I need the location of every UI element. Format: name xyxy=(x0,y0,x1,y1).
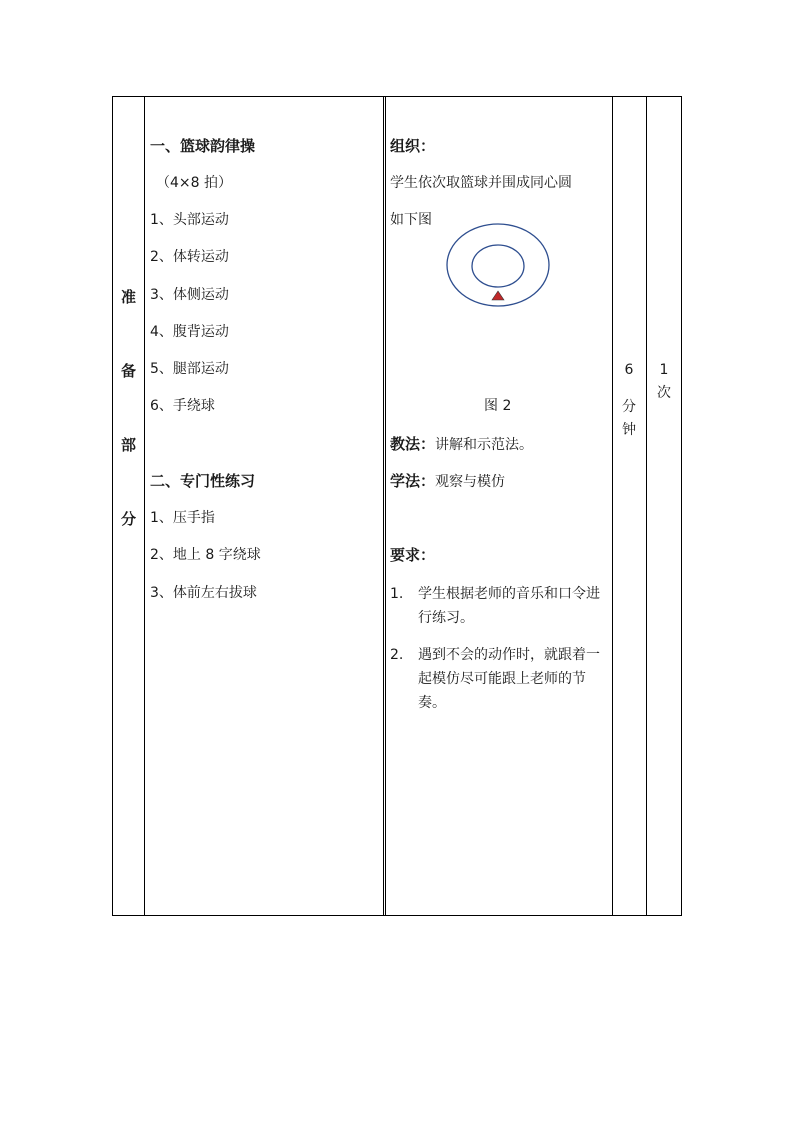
time-char: 钟 xyxy=(622,422,636,438)
list-item: 1、头部运动 xyxy=(150,212,229,228)
time-char: 分 xyxy=(622,399,636,415)
org-label: 组织： xyxy=(390,137,436,155)
list-item: 5、腿部运动 xyxy=(150,361,229,377)
requirement-text: 遇到不会的动作时，就跟着一起模仿尽可能跟上老师的节奏。 xyxy=(418,647,600,711)
list-item: 1、压手指 xyxy=(150,510,215,526)
org-text-2: 如下图 xyxy=(390,212,432,228)
section-char: 备 xyxy=(120,362,136,380)
heading-special-practice: 二、专门性练习 xyxy=(150,472,256,490)
list-item: 6、手绕球 xyxy=(150,398,215,414)
concentric-circles-diagram xyxy=(445,222,551,308)
list-item: 2、体转运动 xyxy=(150,249,229,265)
section-char: 分 xyxy=(120,510,136,528)
teacher-triangle-marker xyxy=(492,291,504,300)
count-char: 次 xyxy=(657,385,671,401)
count-column xyxy=(646,96,682,916)
requirements-label: 要求： xyxy=(390,546,436,564)
column-divider xyxy=(144,96,145,916)
beat-count: （4×8 拍） xyxy=(156,175,232,191)
list-item: 4、腹背运动 xyxy=(150,324,229,340)
section-char: 准 xyxy=(120,288,136,306)
inner-circle xyxy=(472,245,524,287)
requirement-number: 1. xyxy=(390,586,404,602)
list-item: 3、体前左右拔球 xyxy=(150,585,257,601)
org-text: 学生依次取篮球并围成同心圆 xyxy=(390,175,572,191)
count-char: 1 xyxy=(659,362,669,378)
time-char: 6 xyxy=(624,362,634,378)
figure-caption: 图 2 xyxy=(484,398,512,414)
learn-label: 学法： xyxy=(390,472,436,490)
list-item: 2、地上 8 字绕球 xyxy=(150,547,261,563)
column-divider xyxy=(385,96,386,916)
column-divider xyxy=(383,96,384,916)
time-column xyxy=(612,96,646,916)
method-line xyxy=(390,433,533,456)
learn-line xyxy=(390,470,505,493)
method-label: 教法： xyxy=(390,435,436,453)
heading-rhythm-exercise: 一、篮球韵律操 xyxy=(150,137,256,155)
requirement-text: 学生根据老师的音乐和口令进行练习。 xyxy=(418,586,600,626)
section-char: 部 xyxy=(120,436,136,454)
list-item: 3、体侧运动 xyxy=(150,287,229,303)
section-label xyxy=(113,96,144,916)
learn-text: 观察与模仿 xyxy=(435,474,506,490)
method-text: 讲解和示范法。 xyxy=(435,437,534,453)
requirement-number: 2. xyxy=(390,647,404,663)
